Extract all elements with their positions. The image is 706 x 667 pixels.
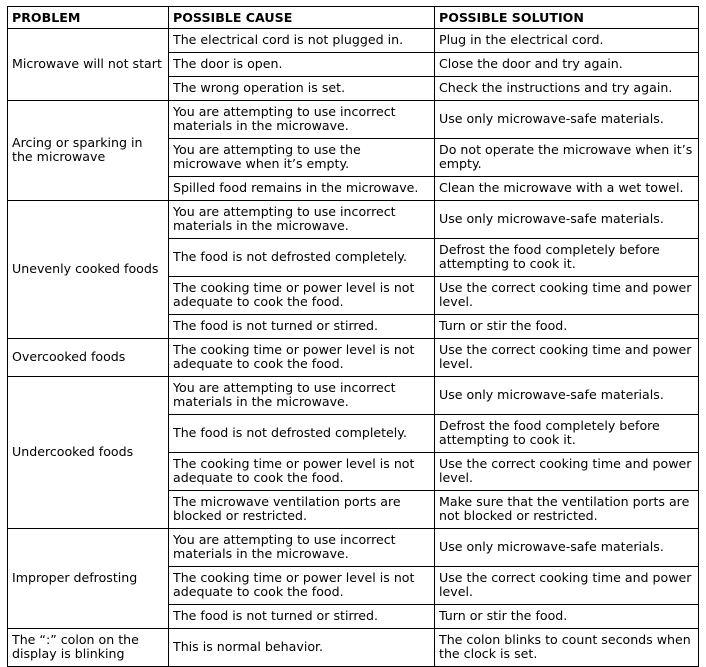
solution-cell: Do not operate the microwave when it’s empty. — [435, 139, 699, 177]
cause-cell: The door is open. — [169, 53, 435, 77]
cause-cell: You are attempting to use incorrect materials in the microwave. — [169, 529, 435, 567]
cause-cell: The cooking time or power level is not adequate to cook the food. — [169, 567, 435, 605]
solution-cell: Use the correct cooking time and power level. — [435, 453, 699, 491]
header-problem: PROBLEM — [8, 7, 169, 29]
cause-cell: Spilled food remains in the microwave. — [169, 177, 435, 201]
cause-cell: The electrical cord is not plugged in. — [169, 29, 435, 53]
solution-cell: Plug in the electrical cord. — [435, 29, 699, 53]
cause-cell: The food is not turned or stirred. — [169, 605, 435, 629]
problem-cell: Undercooked foods — [8, 377, 169, 529]
solution-cell: The colon blinks to count seconds when the clock is set. — [435, 629, 699, 667]
cause-cell: The cooking time or power level is not adequate to cook the food. — [169, 277, 435, 315]
cause-cell: The wrong operation is set. — [169, 77, 435, 101]
solution-cell: Use the correct cooking time and power level. — [435, 567, 699, 605]
solution-cell: Make sure that the ventilation ports are not blocked or restricted. — [435, 491, 699, 529]
solution-cell: Close the door and try again. — [435, 53, 699, 77]
cause-cell: You are attempting to use incorrect materials in the microwave. — [169, 377, 435, 415]
solution-cell: Turn or stir the food. — [435, 315, 699, 339]
solution-cell: Defrost the food completely before attempting to cook it. — [435, 239, 699, 277]
cause-cell: The food is not defrosted completely. — [169, 239, 435, 277]
problem-cell: Improper defrosting — [8, 529, 169, 629]
cause-cell: You are attempting to use incorrect materials in the microwave. — [169, 201, 435, 239]
solution-cell: Use the correct cooking time and power level. — [435, 277, 699, 315]
cause-cell: You are attempting to use the microwave when it’s empty. — [169, 139, 435, 177]
cause-cell: You are attempting to use incorrect materials in the microwave. — [169, 101, 435, 139]
problem-cell: Unevenly cooked foods — [8, 201, 169, 339]
problem-cell: Arcing or sparking in the microwave — [8, 101, 169, 201]
troubleshooting-page — [7, 6, 699, 667]
cause-cell: The cooking time or power level is not adequate to cook the food. — [169, 339, 435, 377]
table-row — [8, 101, 699, 139]
solution-cell: Use the correct cooking time and power level. — [435, 339, 699, 377]
cause-cell: This is normal behavior. — [169, 629, 435, 667]
table-row — [8, 529, 699, 567]
cause-cell: The microwave ventilation ports are blocked or restricted. — [169, 491, 435, 529]
solution-cell: Use only microwave-safe materials. — [435, 529, 699, 567]
problem-cell: The “:” colon on the display is blinking — [8, 629, 169, 667]
solution-cell: Use only microwave-safe materials. — [435, 201, 699, 239]
solution-cell: Defrost the food completely before attempting to cook it. — [435, 415, 699, 453]
solution-cell: Turn or stir the food. — [435, 605, 699, 629]
header-row — [8, 7, 699, 29]
cause-cell: The food is not defrosted completely. — [169, 415, 435, 453]
table-row — [8, 339, 699, 377]
solution-cell: Use only microwave-safe materials. — [435, 377, 699, 415]
problem-cell: Microwave will not start — [8, 29, 169, 101]
table-row — [8, 29, 699, 53]
table-row — [8, 629, 699, 667]
cause-cell: The cooking time or power level is not adequate to cook the food. — [169, 453, 435, 491]
solution-cell: Clean the microwave with a wet towel. — [435, 177, 699, 201]
troubleshooting-table — [7, 6, 699, 667]
problem-cell: Overcooked foods — [8, 339, 169, 377]
solution-cell: Use only microwave-safe materials. — [435, 101, 699, 139]
header-possible-cause: POSSIBLE CAUSE — [169, 7, 435, 29]
table-row — [8, 201, 699, 239]
cause-cell: The food is not turned or stirred. — [169, 315, 435, 339]
header-possible-solution: POSSIBLE SOLUTION — [435, 7, 699, 29]
table-row — [8, 377, 699, 415]
solution-cell: Check the instructions and try again. — [435, 77, 699, 101]
